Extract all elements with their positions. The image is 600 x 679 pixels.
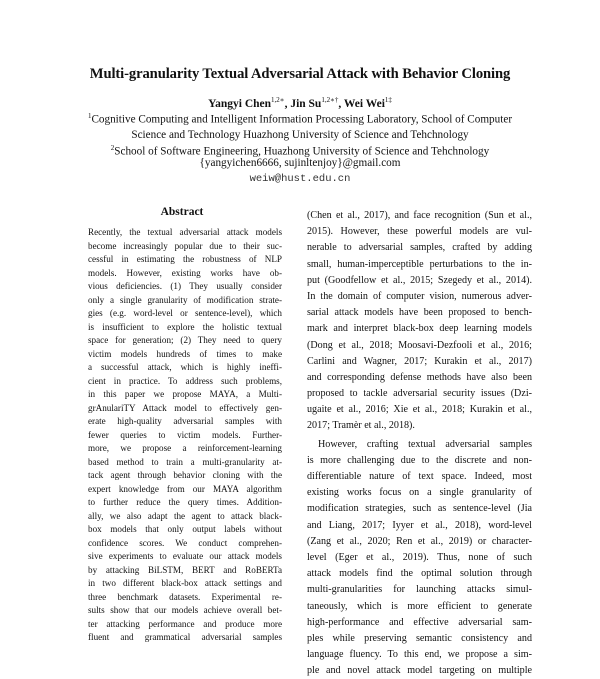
affiliation-mark: 1 <box>87 112 92 120</box>
abstract-line: sive experiments to evaluate our attack models <box>88 551 282 561</box>
body-line: and Liang, 2017; Iyyer et al., 2018), word-level <box>307 519 532 531</box>
abstract-line: a successful attack, which is highly ineffi- <box>88 362 282 372</box>
body-line: (Dong et al., 2018; Moosavi-Dezfooli et al., 2016; <box>307 339 532 351</box>
body-line: (Chen et al., 2017), and face recognition (Sun et al., <box>307 210 532 221</box>
body-line: high-performance and effective adversarial sam- <box>307 616 532 628</box>
email-hust: weiw@hust.edu.cn <box>249 173 351 185</box>
affiliation-text: School of Software Engineering, Huazhong University of Science and Tehchnology <box>114 145 490 158</box>
body-line: sarial attack models have been proposed to bench- <box>307 307 532 319</box>
abstract-line: erate high-quality adversarial samples with <box>88 416 282 426</box>
abstract-line: in two different black-box attack settings and <box>88 578 282 588</box>
affiliation-text: Cognitive Computing and Intelligent Information Processing Laboratory, School of Computer <box>91 113 513 126</box>
affiliation-mark: 2 <box>110 144 115 152</box>
body-line: attack models find the optimal solution through <box>307 568 532 580</box>
body-line: 2017; Tramèr et al., 2018). <box>307 420 415 432</box>
body-line: multi-granularities for launching attacks simul- <box>307 584 532 596</box>
abstract-line: fluent and grammatical adversarial samples <box>88 632 282 642</box>
abstract-line: fewer queries to victim models. Further- <box>88 429 282 440</box>
body-line: proposed to tackle adversarial security issues (Dzi- <box>307 388 532 400</box>
abstract-line: box models that only output labels without <box>88 524 282 534</box>
author-separator: , <box>338 97 344 110</box>
author-line <box>0 96 600 110</box>
body-line: However, crafting textual adversarial samples <box>318 438 532 450</box>
abstract-line: in this paper we propose MAYA, a Multi- <box>88 389 282 399</box>
author-name: Jin Su <box>290 97 322 110</box>
body-paragraph-1 <box>307 208 532 435</box>
abstract-line: cessful in estimating the robustness of NLP <box>88 254 282 264</box>
abstract-line: grAnulariTY Attack model to effectively gen- <box>88 402 282 413</box>
author-mark: 1‡ <box>384 96 392 104</box>
body-line: In the domain of computer vision, numerous adver- <box>307 290 532 302</box>
author-name: Yangyi Chen <box>208 97 272 110</box>
author-separator: , <box>284 97 291 110</box>
body-line: level (Eger et al., 2019). Thus, none of such <box>307 551 532 563</box>
body-line: small, human-imperceptible perturbations to the in- <box>307 258 532 270</box>
body-line: 2015). However, these powerful models are vul- <box>307 226 532 238</box>
abstract-line: Recently, the textual adversarial attack models <box>88 227 282 237</box>
body-line: existing works focus on a single granularity of <box>307 487 532 499</box>
abstract-heading: Abstract <box>160 206 204 218</box>
abstract-line: space for generation; (2) They need to query <box>88 335 282 345</box>
abstract-line: tack agent through behavior cloning with the <box>88 470 282 480</box>
body-line: differentiable nature of text space. Indeed, most <box>307 471 532 482</box>
abstract-line: victim models hundreds of times to make <box>88 348 282 359</box>
body-line: mark and interpret black-box deep learning models <box>307 323 532 335</box>
author-mark: 1,2∗† <box>321 96 339 104</box>
abstract-line: gies (e.g. word-level or sentence-level), which <box>88 308 282 318</box>
author-name: Wei Wei <box>343 97 385 110</box>
body-line: language fluency. To this end, we propose a sim- <box>307 649 532 661</box>
body-paragraph-2 <box>307 437 532 679</box>
abstract-line: expert knowledge from our MAYA algorithm <box>88 483 282 494</box>
abstract-line: three benchmark datasets. Experimental re- <box>88 591 282 602</box>
abstract-line: based method to train a multi-granularity at- <box>88 456 282 467</box>
affiliation-1 <box>60 109 540 144</box>
body-line: ugaite et al., 2016; Xie et al., 2018; Kurakin et al., <box>307 404 532 416</box>
abstract-line: is insufficient to explore the holistic textual <box>88 321 282 332</box>
body-line: ples while preserving semantic consistency and <box>307 632 532 644</box>
body-line: is more challenging due to the discrete and non- <box>307 454 532 466</box>
body-column-right <box>307 208 532 679</box>
abstract-line: become increasingly popular due to their suc- <box>88 240 282 251</box>
abstract-line: by attacking BiLSTM, BERT and RoBERTa <box>88 564 282 575</box>
body-line: ple and novel attack model targeting on multiple <box>307 665 532 677</box>
body-line: taneously, which is more efficient to generate <box>307 600 532 612</box>
email-gmail: {yangyichen6666, sujinltenjoy}@gmail.com <box>199 157 401 169</box>
abstract-line: ally, we also adapt the agent to attack black- <box>88 510 282 521</box>
body-line: modification strategies, such as sentence-level (Jia <box>307 503 532 515</box>
abstract-line: sults show that our models achieve overall bet- <box>88 605 282 615</box>
affiliation-text: Science and Technology Huazhong University of Science and Tehchnology <box>131 129 469 142</box>
body-line: Carlini and Wagner, 2017; Kurakin et al., 2017) <box>307 355 532 367</box>
paper-title: Multi-granularity Textual Adversarial Attack with Behavior Cloning <box>89 66 511 82</box>
abstract-line: cient in practice. To address such problems, <box>88 375 282 386</box>
abstract-line: more, we propose a reinforcement-learning <box>88 443 282 453</box>
body-line: and corresponding defense methods have also been <box>307 371 532 383</box>
body-line: (Zang et al., 2020; Ren et al., 2019) or character- <box>307 535 532 547</box>
author-mark: 1,2∗ <box>271 96 285 104</box>
abstract-line: only a single granularity of modification strate- <box>88 294 282 305</box>
body-line: put (Goodfellow et al., 2015; Szegedy et al., 2014). <box>307 274 532 286</box>
abstract-line: confidence scores. We conduct comprehen- <box>88 537 282 548</box>
abstract-line: to further reduce the query times. Addition- <box>88 497 282 507</box>
abstract-line: vious deficiencies. (1) They usually consider <box>88 281 282 291</box>
abstract-line: ter attacking performance and produce more <box>88 618 282 629</box>
abstract-body <box>88 226 282 645</box>
abstract-line: models. However, existing works have ob- <box>88 267 282 278</box>
body-line: nerable to adversarial samples, crafted by adding <box>307 242 532 254</box>
